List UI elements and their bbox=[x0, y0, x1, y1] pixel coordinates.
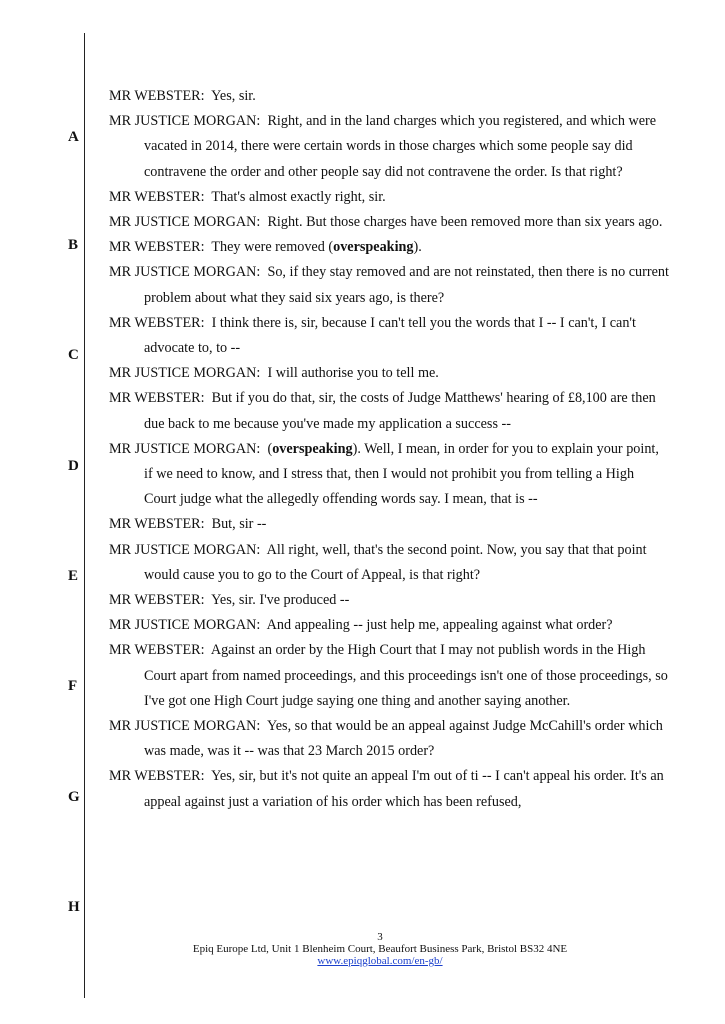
speaker-name: MR WEBSTER: bbox=[109, 314, 205, 331]
transcript-entry bbox=[109, 764, 669, 814]
margin-letter-a: A bbox=[68, 129, 79, 145]
margin-rule bbox=[84, 33, 85, 998]
margin-letter-g: G bbox=[68, 789, 80, 805]
transcript-entry bbox=[109, 588, 669, 613]
speech-text: They were removed ( bbox=[211, 239, 334, 256]
transcript-entry bbox=[109, 260, 669, 310]
speech-text: And appealing -- just help me, appealing against what order? bbox=[266, 617, 613, 634]
speaker-name: MR JUSTICE MORGAN: bbox=[109, 617, 261, 634]
speech-text: Right. But those charges have been removed more than six years ago. bbox=[267, 214, 663, 231]
speaker-name: MR WEBSTER: bbox=[109, 642, 205, 659]
speech-text: That's almost exactly right, sir. bbox=[211, 188, 386, 205]
speech-text: I think there is, sir, because I can't tell you the words that I -- I can't, I can't advocate to, to -- bbox=[144, 314, 636, 357]
speaker-name: MR WEBSTER: bbox=[109, 592, 205, 609]
transcript-entry bbox=[109, 638, 669, 714]
transcript-entry bbox=[109, 714, 669, 764]
speaker-name: MR JUSTICE MORGAN: bbox=[109, 214, 261, 231]
transcript-entry bbox=[109, 185, 669, 210]
speech-text: So, if they stay removed and are not reinstated, then there is no current problem about what they said six years ago, is there? bbox=[144, 264, 669, 306]
speaker-name: MR JUSTICE MORGAN: bbox=[109, 264, 261, 281]
speech-text: ( bbox=[267, 440, 273, 457]
transcript-entry bbox=[109, 361, 669, 386]
speaker-name: MR JUSTICE MORGAN: bbox=[109, 365, 261, 382]
transcript-entry bbox=[109, 437, 669, 513]
transcript-entry bbox=[109, 613, 669, 638]
margin-letter-d: D bbox=[68, 458, 79, 474]
speech-text: Yes, so that would be an appeal against Judge McCahill's order which was made, was it -- was that 23 March 2015 order? bbox=[144, 718, 663, 760]
speaker-name: MR JUSTICE MORGAN: bbox=[109, 718, 261, 735]
speaker-name: MR WEBSTER: bbox=[109, 768, 205, 785]
speech-text: But, sir -- bbox=[211, 516, 267, 533]
speaker-name: MR WEBSTER: bbox=[109, 390, 205, 407]
speech-text: Yes, sir, but it's not quite an appeal I'm out of ti -- I can't appeal his order. It's an appeal against just a variation of his order which has been refused, bbox=[144, 768, 664, 810]
speech-text-tail: ). bbox=[413, 239, 422, 256]
transcript-entry bbox=[109, 512, 669, 537]
transcript-entry bbox=[109, 210, 669, 235]
speaker-name: MR JUSTICE MORGAN: bbox=[109, 113, 261, 130]
transcript-entry bbox=[109, 538, 669, 588]
margin-letter-b: B bbox=[68, 237, 79, 253]
speech-text: Yes, sir. bbox=[211, 88, 256, 104]
transcript-entry bbox=[109, 311, 669, 361]
page-footer bbox=[120, 931, 640, 967]
speaker-name: MR JUSTICE MORGAN: bbox=[109, 440, 261, 457]
speech-text: Yes, sir. I've produced -- bbox=[211, 592, 350, 609]
transcript-body bbox=[109, 84, 669, 815]
speaker-name: MR WEBSTER: bbox=[109, 188, 205, 205]
transcript-entry bbox=[109, 235, 669, 260]
speaker-name: MR JUSTICE MORGAN: bbox=[109, 541, 261, 558]
margin-letter-h: H bbox=[68, 899, 80, 915]
website-link[interactable]: www.epiqglobal.com/en-gb/ bbox=[317, 955, 443, 967]
speaker-name: MR WEBSTER: bbox=[109, 88, 205, 104]
transcript-entry bbox=[109, 386, 669, 436]
page-number: 3 bbox=[377, 931, 383, 943]
speaker-name: MR WEBSTER: bbox=[109, 239, 205, 256]
transcript-entry bbox=[109, 84, 669, 109]
speech-text: But if you do that, sir, the costs of Judge Matthews' hearing of £8,100 are then due back to me because you've made my application a success -- bbox=[144, 390, 656, 432]
transcript-entry bbox=[109, 109, 669, 185]
speech-text: Against an order by the High Court that I may not publish words in the High Court apart from named proceedings, and this proceedings isn't one of those proceedings, so I've got one High Court judge saying one thing and another saying another. bbox=[144, 642, 668, 709]
speech-text-tail: ). Well, I mean, in order for you to explain your point, if we need to know, and I stress that, then I would not prohibit you from telling a High Court judge what the allegedly offending words say. I mean, that is -- bbox=[144, 440, 659, 508]
speech-text: I will authorise you to tell me. bbox=[267, 365, 439, 382]
company-address: Epiq Europe Ltd, Unit 1 Blenheim Court, Beaufort Business Park, Bristol BS32 4NE bbox=[192, 943, 568, 955]
speech-text: Right, and in the land charges which you registered, and which were vacated in 2014, there were certain words in those charges which some people say did contravene the order and other people say did not contravene the order. Is that right? bbox=[144, 113, 657, 180]
margin-letter-c: C bbox=[68, 347, 79, 363]
speech-text: All right, well, that's the second point. Now, you say that that point would cause you to go to the Court of Appeal, is that right? bbox=[144, 541, 647, 583]
speaker-name: MR WEBSTER: bbox=[109, 516, 205, 533]
margin-letter-e: E bbox=[68, 568, 79, 584]
overspeaking-note: overspeaking bbox=[272, 440, 353, 457]
margin-letter-f: F bbox=[68, 678, 78, 694]
overspeaking-note: overspeaking bbox=[333, 239, 414, 256]
